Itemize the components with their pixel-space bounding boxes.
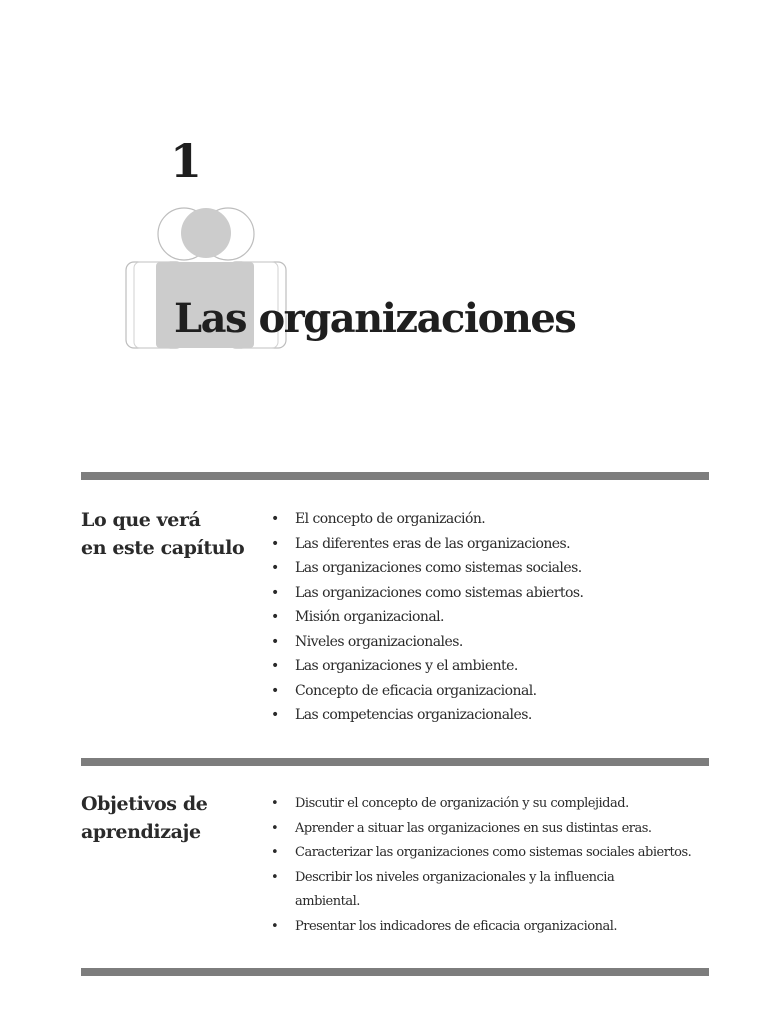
- list-item-text: Caracterizar las organizaciones como sistemas sociales abiertos.: [295, 845, 692, 860]
- list-item-text: Aprender a situar las organizaciones en sus distintas eras.: [295, 820, 652, 836]
- heading-line: Objetivos de: [81, 793, 208, 815]
- bullet-icon: •: [271, 560, 279, 576]
- list-item: [270, 915, 691, 940]
- list-item: [270, 556, 583, 581]
- bullet-icon: •: [271, 796, 279, 811]
- bullet-icon: •: [271, 609, 279, 625]
- bullet-icon: •: [271, 918, 279, 934]
- list-item-text: Las organizaciones y el ambiente.: [295, 658, 518, 674]
- list-item: [270, 703, 583, 728]
- chapter-contents-list: [270, 507, 583, 728]
- bullet-icon: •: [271, 584, 279, 601]
- list-item-text: Describir los niveles organizacionales y la influencia: [295, 869, 615, 885]
- bullet-icon: •: [271, 707, 279, 723]
- list-item: [270, 532, 583, 557]
- list-item: [270, 581, 583, 606]
- bullet-icon: •: [271, 682, 279, 699]
- bullet-icon: •: [271, 869, 279, 885]
- bullet-icon: •: [271, 845, 279, 860]
- rule-bottom: [81, 968, 709, 976]
- list-item-text: Las competencias organizacionales.: [295, 707, 532, 723]
- list-item-text: Niveles organizacionales.: [295, 633, 463, 650]
- heading-line: Lo que verá: [81, 509, 201, 531]
- list-item-text: Las organizaciones como sistemas abiertos.: [295, 584, 584, 601]
- list-item: [270, 866, 691, 915]
- bullet-icon: •: [271, 535, 279, 552]
- list-item-text: Presentar los indicadores de eficacia organizacional.: [295, 918, 617, 934]
- list-item: [270, 630, 583, 655]
- list-item-text: El concepto de organización.: [295, 511, 486, 527]
- bullet-icon: •: [271, 633, 279, 650]
- list-item-text: Concepto de eficacia organizacional.: [295, 682, 537, 699]
- rule-middle: [81, 758, 709, 766]
- rule-top: [81, 472, 709, 480]
- list-item: [270, 792, 691, 817]
- list-item: [270, 679, 583, 704]
- list-item: [270, 507, 583, 532]
- list-item-text: Discutir el concepto de organización y su complejidad.: [295, 796, 629, 811]
- list-item: [270, 841, 691, 866]
- chapter-title: Las organizaciones: [174, 295, 576, 342]
- heading-line: aprendizaje: [81, 821, 201, 843]
- bullet-icon: •: [271, 511, 279, 527]
- bullet-icon: •: [271, 820, 279, 836]
- list-item: [270, 654, 583, 679]
- list-item-text-continuation: ambiental.: [295, 894, 360, 909]
- chapter-number: 1: [170, 134, 203, 188]
- learning-objectives-list: [270, 792, 691, 939]
- list-item-text: Las organizaciones como sistemas sociales.: [295, 560, 582, 576]
- list-item-text: Misión organizacional.: [295, 609, 444, 625]
- section-heading-lo-que-vera: [81, 506, 251, 562]
- section-heading-objetivos: [81, 790, 251, 846]
- list-item: [270, 817, 691, 842]
- heading-line: en este capítulo: [81, 537, 245, 559]
- list-item: [270, 605, 583, 630]
- list-item-text: Las diferentes eras de las organizaciones.: [295, 535, 571, 552]
- bullet-icon: •: [271, 658, 279, 674]
